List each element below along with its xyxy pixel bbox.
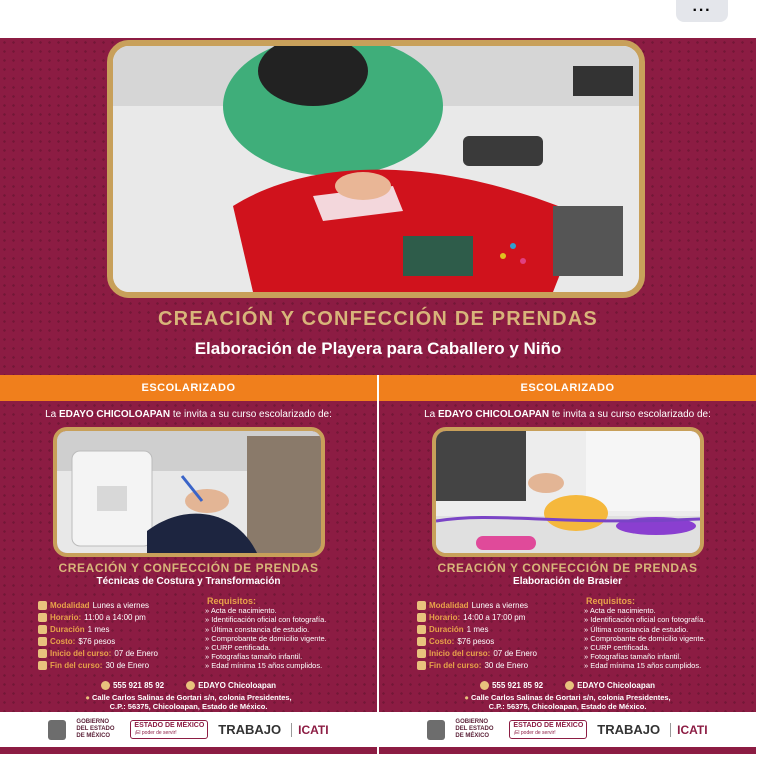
course-card-left — [0, 375, 377, 754]
trabajo-logo: TRABAJO — [597, 722, 661, 737]
course-subtitle: Técnicas de Costura y Transformación — [96, 576, 281, 587]
modality-badge: ESCOLARIZADO — [379, 375, 756, 401]
location-pin-icon: ● — [85, 693, 90, 702]
hero-subtitle: Elaboración de Playera para Caballero y Niño — [194, 339, 562, 358]
requirement-item: » Edad mínima 15 años cumplidos. — [205, 661, 323, 671]
person-icon — [38, 601, 47, 610]
requirements-list: Requisitos: » Acta de nacimiento. » Identificación oficial con fotografía. » Última constancia de estudio. » Comprobante de domicilio vigente. » CURP certificada. » Fotografías tamaño infantil. » Edad mínima 15 años cumplidos. — [205, 597, 375, 671]
bottom-strip — [0, 747, 377, 754]
flag-end-icon — [417, 661, 426, 670]
money-icon — [417, 637, 426, 646]
address: ● Calle Carlos Salinas de Gortari s/n, colonia Presidentes, C.P.: 56375, Chicoloapan, Estado de México. — [464, 693, 671, 711]
contact-row — [0, 681, 377, 690]
facebook-icon — [186, 681, 195, 690]
bra-making-image — [436, 431, 700, 553]
person-icon — [417, 601, 426, 610]
calendar-icon — [417, 625, 426, 634]
government-seal-icon — [427, 720, 445, 740]
location-pin-icon: ● — [464, 693, 469, 702]
modality-badge: ESCOLARIZADO — [0, 375, 377, 401]
flag-icon — [38, 649, 47, 658]
flag-icon — [417, 649, 426, 658]
requirement-item: » CURP certificada. — [205, 643, 271, 653]
invite-text: La EDAYO CHICOLOAPAN te invita a su curso escolarizado de: — [424, 409, 711, 420]
info-fin: Fin del curso: 30 de Enero — [38, 659, 208, 671]
invite-text: La EDAYO CHICOLOAPAN te invita a su curso escolarizado de: — [45, 409, 332, 420]
requirement-item: » Edad mínima 15 años cumplidos. — [584, 661, 702, 671]
calendar-icon — [38, 625, 47, 634]
info-costo: Costo: $76 pesos — [38, 635, 208, 647]
requirement-item: » Identificación oficial con fotografía. — [584, 615, 706, 625]
info-costo: Costo: $76 pesos — [417, 635, 587, 647]
money-icon — [38, 637, 47, 646]
info-duracion: Duración 1 mes — [38, 623, 208, 635]
government-seal-icon — [48, 720, 66, 740]
course-info-list — [38, 599, 208, 671]
sponsor-logos — [379, 712, 756, 747]
phone-number: 555 921 85 92 — [112, 681, 165, 690]
info-horario: Horario: 14:00 a 17:00 pm — [417, 611, 587, 623]
course-subtitle: Elaboración de Brasier — [513, 576, 622, 587]
requirement-item: » Última constancia de estudio. — [205, 624, 310, 634]
sewing-machine-image — [57, 431, 321, 553]
phone-number: 555 921 85 92 — [491, 681, 544, 690]
icati-logo: ICATI — [291, 723, 328, 737]
course-photo — [432, 427, 704, 557]
icati-logo: ICATI — [670, 723, 707, 737]
requirement-item: » Fotografías tamaño infantil. — [205, 652, 303, 662]
info-inicio: Inicio del curso: 07 de Enero — [417, 647, 587, 659]
requirement-item: » Fotografías tamaño infantil. — [584, 652, 682, 662]
info-inicio: Inicio del curso: 07 de Enero — [38, 647, 208, 659]
course-title: CREACIÓN Y CONFECCIÓN DE PRENDAS — [437, 561, 698, 575]
info-horario: Horario: 11:00 a 14:00 pm — [38, 611, 208, 623]
contact-row — [379, 681, 756, 690]
requirement-item: » Acta de nacimiento. — [205, 606, 277, 616]
more-options-button[interactable]: ··· — [676, 0, 728, 22]
requirement-item: » Última constancia de estudio. — [584, 624, 689, 634]
info-modalidad: Modalidad Lunes a viernes — [38, 599, 208, 611]
gov-label: GOBIERNO DEL ESTADO DE MÉXICO — [455, 719, 494, 739]
info-fin: Fin del curso: 30 de Enero — [417, 659, 587, 671]
info-duracion: Duración 1 mes — [417, 623, 587, 635]
requirement-item: » Comprobante de domicilio vigente. — [205, 633, 327, 643]
whatsapp-icon — [480, 681, 489, 690]
clock-icon — [38, 613, 47, 622]
facebook-icon — [565, 681, 574, 690]
requirement-item: » Acta de nacimiento. — [584, 606, 656, 616]
sewing-scene-image — [113, 46, 639, 292]
sponsor-logos — [0, 712, 377, 747]
course-info-list — [417, 599, 587, 671]
social-handle: EDAYO Chicoloapan — [198, 681, 277, 690]
course-title: CREACIÓN Y CONFECCIÓN DE PRENDAS — [58, 561, 319, 575]
course-card-right — [379, 375, 756, 754]
info-modalidad: Modalidad Lunes a viernes — [417, 599, 587, 611]
hero-banner — [0, 38, 756, 375]
gov-label: GOBIERNO DEL ESTADO DE MÉXICO — [76, 719, 115, 739]
hero-photo — [107, 40, 645, 298]
address: ● Calle Carlos Salinas de Gortari s/n, colonia Presidentes, C.P.: 56375, Chicoloapan, Estado de México. — [85, 693, 292, 711]
flag-end-icon — [38, 661, 47, 670]
course-photo — [53, 427, 325, 557]
social-handle: EDAYO Chicoloapan — [577, 681, 656, 690]
requirement-item: » CURP certificada. — [584, 643, 650, 653]
requirement-item: » Comprobante de domicilio vigente. — [584, 633, 706, 643]
trabajo-logo: TRABAJO — [218, 722, 282, 737]
clock-icon — [417, 613, 426, 622]
post-image[interactable] — [0, 38, 756, 754]
whatsapp-icon — [101, 681, 110, 690]
edomex-logo: ESTADO DE MÉXICO ¡El poder de servir! — [130, 720, 208, 739]
requirements-list: Requisitos: » Acta de nacimiento. » Identificación oficial con fotografía. » Última constancia de estudio. » Comprobante de domicilio vigente. » CURP certificada. » Fotografías tamaño infantil. » Edad mínima 15 años cumplidos. — [584, 597, 754, 671]
requirement-item: » Identificación oficial con fotografía. — [205, 615, 327, 625]
edomex-logo: ESTADO DE MÉXICO ¡El poder de servir! — [509, 720, 587, 739]
bottom-strip — [379, 747, 756, 754]
hero-title: CREACIÓN Y CONFECCIÓN DE PRENDAS — [158, 308, 598, 330]
